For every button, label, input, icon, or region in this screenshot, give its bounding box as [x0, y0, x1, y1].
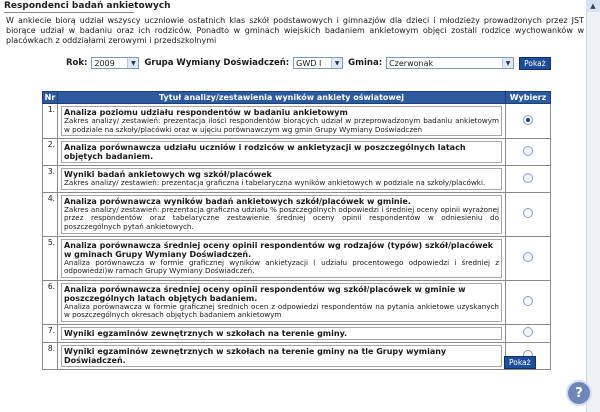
- row-number: 2.: [43, 139, 58, 166]
- row-title: Wyniki egzaminów zewnętrznych w szkołach na terenie gminy na tle Grupy wymiany Doświadczeń.: [64, 346, 447, 365]
- col-select-header: Wybierz: [506, 92, 551, 104]
- title-underline: [4, 12, 134, 13]
- row-select-cell: [506, 324, 551, 342]
- scroll-up-icon[interactable]: ▲: [586, 0, 600, 12]
- row-description-box: [61, 195, 502, 234]
- col-title-header: Tytuł analizy/zestawienia wyników ankiety oświatowej: [58, 92, 506, 104]
- row-description-box: [61, 141, 502, 163]
- row-title: Analiza porównawcza wyników badań ankietowych szkół/placówek w gminie.: [64, 196, 411, 206]
- chevron-down-icon: ▼: [127, 58, 138, 68]
- radio-icon[interactable]: [523, 252, 533, 262]
- row-number: 5.: [43, 236, 58, 280]
- table-row: [43, 166, 551, 193]
- row-description: Analiza porównawcza w formie graficznej średnich ocen z odpowiedzi respondentów na pytania ankietowe uzyskanych w poszczególnych okresach objętych badaniem ankietowym: [64, 301, 499, 320]
- row-description-box: [61, 239, 502, 278]
- row-number: 8.: [43, 342, 58, 369]
- row-description-cell: [58, 104, 506, 139]
- year-value: 2009: [94, 58, 115, 68]
- row-number: 6.: [43, 280, 58, 324]
- group-label: Grupa Wymiany Doświadczeń:: [144, 58, 290, 68]
- radio-icon[interactable]: [523, 146, 533, 156]
- table-row: [43, 104, 551, 139]
- row-select-cell: [506, 280, 551, 324]
- filter-bar: [66, 56, 551, 70]
- col-nr-header: Nr: [43, 92, 58, 104]
- table-row: [43, 342, 551, 369]
- show-filter-button[interactable]: Pokaż: [519, 57, 551, 70]
- group-value: GWD I: [296, 58, 322, 68]
- chevron-down-icon: ▼: [502, 58, 513, 68]
- row-title: Wyniki egzaminów zewnętrznych w szkołach na terenie gminy.: [64, 328, 348, 338]
- row-description: Zakres analizy/ zestawień: prezentacja graficzna i tabelaryczna wyników ankietowych w podziale na szkoły/placówki.: [64, 178, 486, 188]
- row-description-cell: [58, 166, 506, 193]
- row-description-box: [61, 168, 502, 190]
- submit-button[interactable]: Pokaż: [504, 356, 536, 369]
- row-select-cell: [506, 139, 551, 166]
- row-description-box: [61, 345, 502, 367]
- row-number: 3.: [43, 166, 58, 193]
- radio-icon[interactable]: [523, 327, 533, 337]
- year-select[interactable]: [91, 57, 139, 69]
- gmina-label: Gmina:: [348, 58, 383, 68]
- row-select-cell: [506, 166, 551, 193]
- chevron-down-icon: ▼: [331, 58, 342, 68]
- row-description-cell: [58, 324, 506, 342]
- table-row: [43, 139, 551, 166]
- table-row: [43, 192, 551, 236]
- gmina-value: Czerwonak: [389, 58, 434, 68]
- radio-icon[interactable]: [523, 173, 533, 183]
- gmina-select[interactable]: [386, 57, 514, 69]
- intro-text: W ankiecie biorą udział wszyscy uczniowie ostatnich klas szkół podstawowych i gimnazjów dla dzieci i młodzieży prowadzonych przez JST biorące udział w badaniu oraz ich rodziców. Ponadto w gminach wiejskich badaniem ankietowym objęci zostali rodzice wychowanków w placówkach z oddziałami zerowymi i przedszkolnymi: [6, 16, 584, 45]
- row-title: Analiza porównawcza udziału uczniów i rodziców w ankietyzacji w poszczególnych latach objętych badaniem.: [64, 143, 466, 162]
- row-description-box: [61, 106, 502, 136]
- group-select[interactable]: [293, 57, 343, 69]
- row-title: Analiza porównawcza średniej oceny opinii respondentów wg rodzajów (typów) szkół/placówek w gminach Grupy Wymiany Doświadczeń.: [64, 240, 494, 259]
- row-title: Wyniki badań ankietowych wg szkół/placówek: [64, 170, 272, 180]
- row-number: 7.: [43, 324, 58, 342]
- help-icon[interactable]: ?: [566, 380, 592, 406]
- table-row: [43, 324, 551, 342]
- vertical-scrollbar[interactable]: [586, 0, 600, 412]
- row-title: Analiza porównawcza średniej oceny opinii respondentów wg szkół/placówek w gminie w poszczególnych latach objętych badaniem.: [64, 284, 466, 303]
- page-title: Respondenci badań ankietowych: [4, 1, 171, 11]
- row-description-cell: [58, 342, 506, 369]
- row-description-cell: [58, 139, 506, 166]
- row-description-box: [61, 283, 502, 322]
- row-description-cell: [58, 192, 506, 236]
- row-description: Zakres analizy/ zestawień: prezentacja graficzna udziału % poszczególnych odpowiedzi i średniej oceny opinii wyrażonej przez respondentów oraz tabelaryczne zestawienie średniej oceny opinii respondentów w odniesieniu do poszczególnych pytań ankietowych.: [64, 204, 499, 231]
- table-header-row: [43, 92, 551, 104]
- row-description: Analiza porównawcza w formie graficznej wyników ankietyzacji ( udziału procentowego odpowiedzi i średniej z odpowiedzi)w ramach Grupy Wymiany Doświadczeń.: [64, 257, 499, 276]
- table-row: [43, 280, 551, 324]
- row-title: Analiza poziomu udziału respondentów w badaniu ankietowym: [64, 108, 348, 117]
- row-select-cell: [506, 236, 551, 280]
- row-description-cell: [58, 280, 506, 324]
- row-number: 4.: [43, 192, 58, 236]
- row-number: 1.: [43, 104, 58, 139]
- row-description-cell: [58, 236, 506, 280]
- radio-icon[interactable]: [523, 115, 533, 125]
- row-select-cell: [506, 104, 551, 139]
- analysis-table: [42, 91, 551, 370]
- row-description-box: [61, 327, 502, 340]
- row-select-cell: [506, 192, 551, 236]
- table-row: [43, 236, 551, 280]
- row-description: Zakres analizy/ zestawień: prezentacja ilości respondentów biorących udział w przeprowadzonym badaniu ankietowym w podziale na szkoły/placówki oraz w ujęciu porównawczym wg gmin Grupy Wymiany Doświadczeń: [64, 116, 499, 134]
- radio-icon[interactable]: [523, 208, 533, 218]
- year-label: Rok:: [66, 58, 88, 68]
- radio-icon[interactable]: [523, 296, 533, 306]
